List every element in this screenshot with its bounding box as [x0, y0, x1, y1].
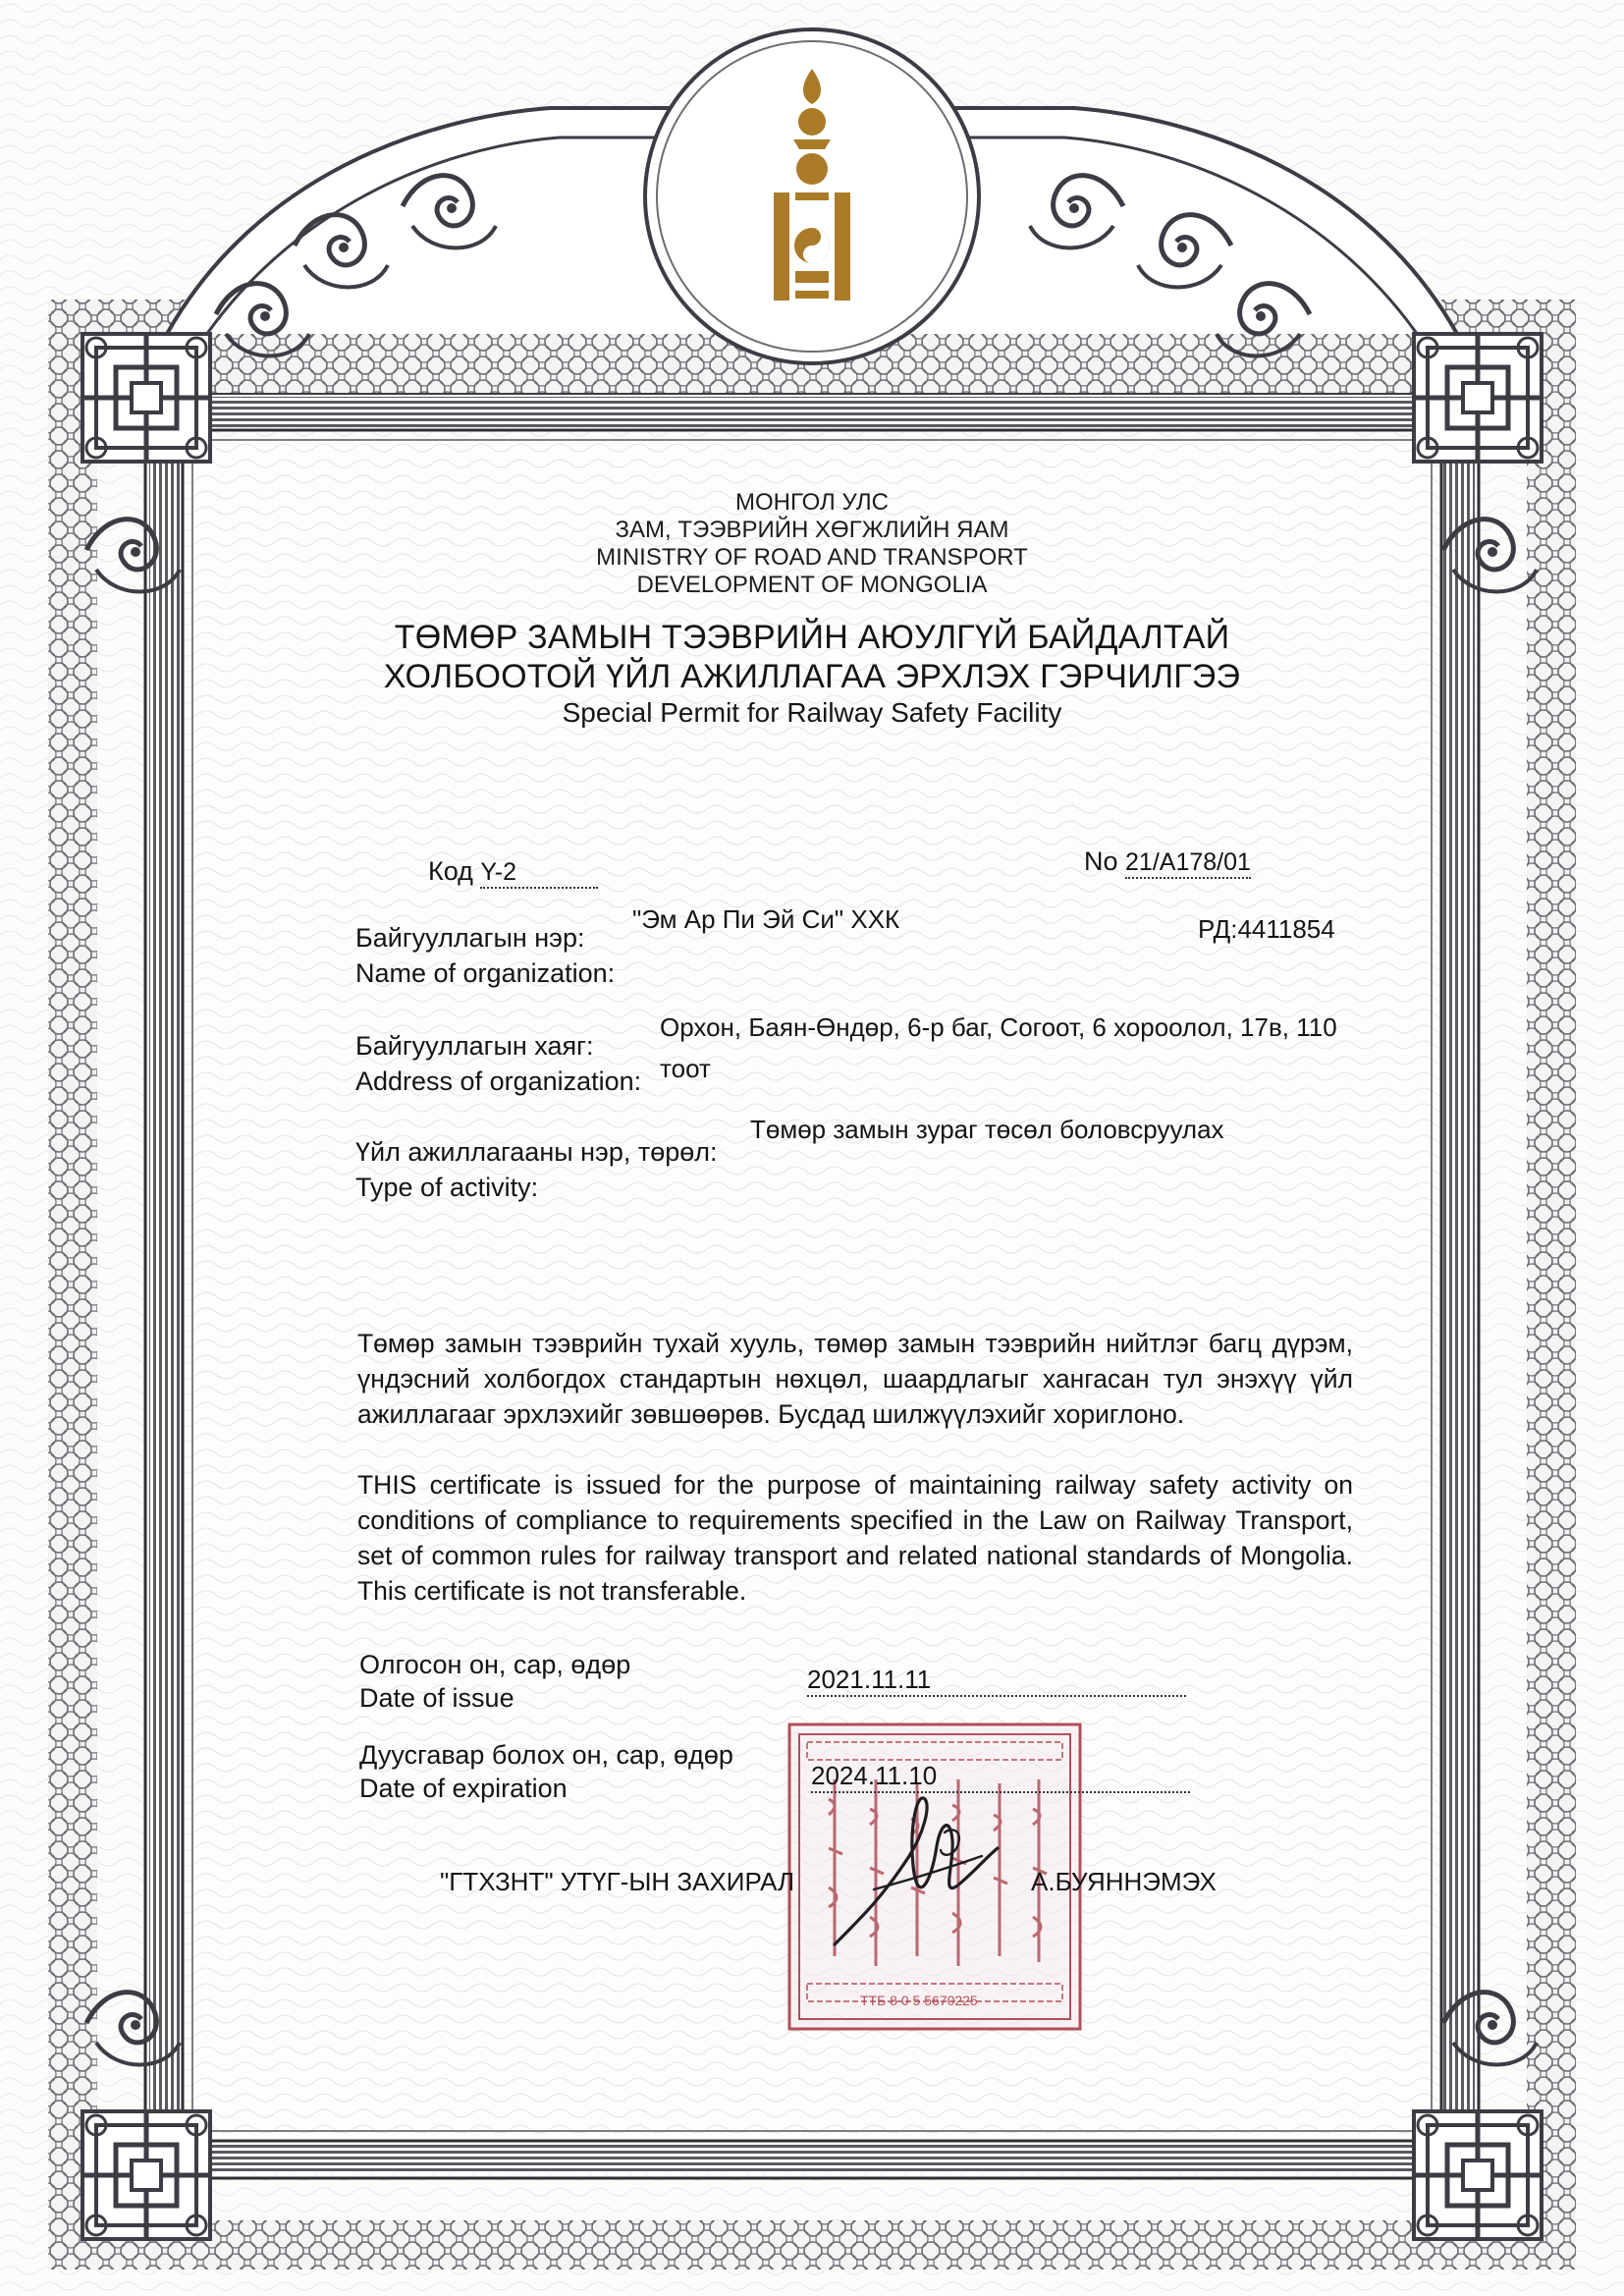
activity-label-mn: Үйл ажиллагааны нэр, төрөл:: [355, 1137, 718, 1167]
issue-date-field: [807, 1666, 1186, 1697]
address-value-line-2: тоот: [660, 1054, 711, 1083]
ministry-name-en-2: DEVELOPMENT OF MONGOLIA: [636, 572, 988, 598]
number-field: [1084, 847, 1251, 879]
org-name-label-en: Name of organization:: [355, 958, 616, 988]
ministry-name-en-1: MINISTRY OF ROAD AND TRANSPORT: [596, 544, 1028, 571]
activity-value: Төмөр замын зураг төсөл боловсруулах: [750, 1115, 1224, 1144]
org-name-label-mn: Байгууллагын нэр:: [355, 923, 585, 953]
code-value: Y-2: [480, 858, 598, 889]
expiration-date-label-en: Date of expiration: [359, 1774, 568, 1803]
issue-date-label-mn: Олгосон он, сар, өдөр: [359, 1650, 631, 1679]
address-label-en: Address of organization:: [355, 1066, 642, 1096]
signatory-title: "ГТХЗНТ" УТҮГ-ЫН ЗАХИРАЛ: [440, 1867, 795, 1896]
certificate-title-en: Special Permit for Railway Safety Facility: [562, 697, 1062, 728]
expiration-date-value: 2024.11.10: [811, 1762, 1190, 1793]
ministry-name-mn: ЗАМ, ТЭЭВРИЙН ХӨГЖЛИЙН ЯАМ: [615, 517, 1009, 543]
code-field: [428, 856, 598, 889]
address-value-line-1: Орхон, Баян-Өндөр, 6-р баг, Согоот, 6 хороолол, 17в, 110: [660, 1012, 1337, 1042]
code-label: Код: [428, 856, 473, 886]
issue-date-value: 2021.11.11: [807, 1666, 1186, 1697]
permission-paragraph-en: THIS certificate is issued for the purpose of maintaining railway safety activity on conditions of compliance to requirements specified in the Law on Railway Transport, set of common rules for railway transport and related national standards of Mongolia. This certificate is not transferable.: [357, 1470, 1353, 1606]
expiration-date-label-mn: Дуусгавар болох он, сар, өдөр: [359, 1740, 733, 1770]
rd-field: [1198, 915, 1335, 945]
stamp-text: ТТБ 8 0 5 5670225: [860, 1993, 978, 2008]
certificate-title-mn-1: ТӨМӨР ЗАМЫН ТЭЭВРИЙН АЮУЛГҮЙ БАЙДАЛТАЙ: [394, 619, 1230, 656]
number-label: No: [1084, 847, 1118, 876]
issue-date-label-en: Date of issue: [359, 1683, 514, 1713]
rd-label: РД:: [1198, 914, 1238, 944]
org-name-value: "Эм Ар Пи Эй Си" ХХК: [632, 904, 900, 934]
country-name: МОНГОЛ УЛС: [735, 489, 889, 516]
handwritten-signature: [815, 1787, 1011, 1954]
rd-value: 4411854: [1237, 914, 1335, 944]
number-value: 21/A178/01: [1125, 848, 1251, 879]
permission-paragraph-mn: Төмөр замын тээврийн тухай хууль, төмөр замын тээврийн нийтлэг багц дүрэм, үндэсний холбогдох стандартын нөхцөл, шаардлагыг хангасан тул энэхүү үйл ажиллагааг эрхлэхийг зөвшөөрөв. Бусдад шилжүүлэхийг хориглоно.: [357, 1329, 1353, 1429]
signatory-name: А.БУЯННЭМЭХ: [1031, 1867, 1217, 1896]
activity-label-en: Type of activity:: [355, 1173, 539, 1202]
address-label-mn: Байгууллагын хаяг:: [355, 1031, 594, 1061]
certificate-title-mn-2: ХОЛБООТОЙ ҮЙЛ АЖИЛЛАГАА ЭРХЛЭХ ГЭРЧИЛГЭЭ: [383, 658, 1241, 695]
